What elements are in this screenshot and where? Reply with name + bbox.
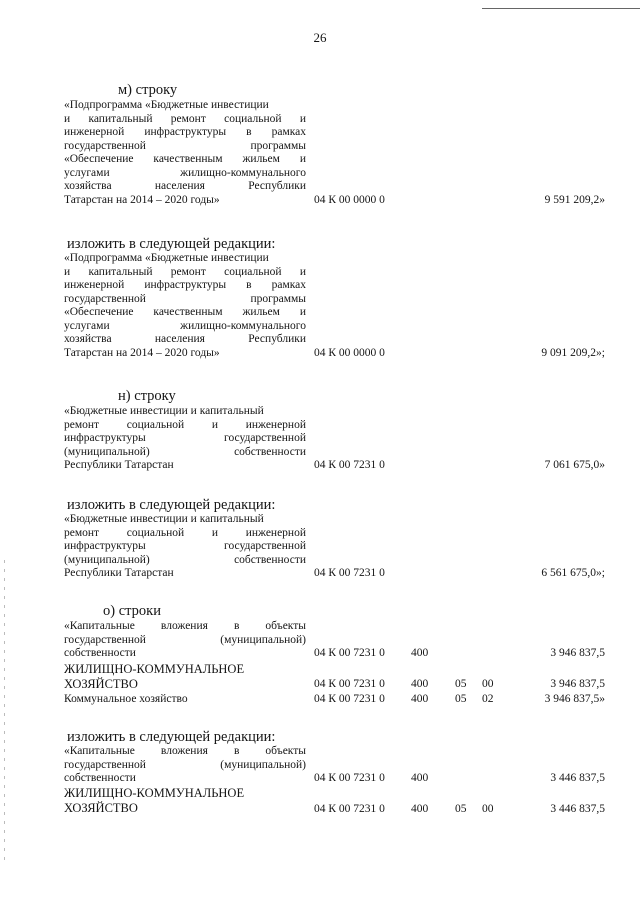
section-code: 05 bbox=[455, 678, 467, 690]
budget-code: 04 К 00 7231 0 bbox=[314, 459, 385, 471]
amount-value: 3 946 837,5» bbox=[544, 693, 605, 705]
text-line: Татарстан на 2014 – 2020 годы» bbox=[64, 193, 220, 206]
text-line: «Капитальные вложения в объекты bbox=[64, 620, 306, 632]
budget-code: 04 К 00 7231 0 bbox=[314, 772, 385, 784]
text-line: государственной (муниципальной) bbox=[64, 633, 306, 646]
expense-type-code: 400 bbox=[411, 693, 429, 705]
text-line: «Бюджетные инвестиции и капитальный bbox=[64, 513, 264, 525]
amount-value: 3 946 837,5 bbox=[550, 678, 605, 690]
text-line: инженерной инфраструктуры в рамках bbox=[64, 126, 306, 138]
subsection-code: 00 bbox=[482, 803, 494, 815]
subsection-code: 00 bbox=[482, 678, 494, 690]
budget-code: 04 К 00 7231 0 bbox=[314, 678, 385, 690]
text-line: «Подпрограмма «Бюджетные инвестиции bbox=[64, 99, 269, 111]
amount-value: 3 446 837,5 bbox=[550, 772, 605, 784]
text-line: инженерной инфраструктуры в рамках bbox=[64, 279, 306, 291]
section-text-replace bbox=[64, 513, 306, 581]
section-text-n bbox=[64, 405, 306, 473]
budget-code: 04 К 00 0000 0 bbox=[314, 346, 385, 359]
text-line: инфраструктуры государственной bbox=[64, 540, 306, 552]
text-line: хозяйства населения Республики bbox=[64, 333, 306, 345]
section-text-replace bbox=[64, 745, 306, 786]
margin-scan-marks bbox=[4, 560, 5, 860]
text-line: «Бюджетные инвестиции и капитальный bbox=[64, 405, 264, 417]
section-text-replace bbox=[64, 252, 306, 360]
text-line: Татарстан на 2014 – 2020 годы» bbox=[64, 346, 220, 359]
text-line: «Обеспечение качественным жильем и bbox=[64, 153, 306, 165]
amount-value: 3 946 837,5 bbox=[550, 647, 605, 659]
expense-type-code: 400 bbox=[411, 772, 429, 784]
section-code: 05 bbox=[455, 803, 467, 815]
text-line: (муниципальной) собственности bbox=[64, 445, 306, 458]
section-heading-m: м) строку bbox=[118, 82, 178, 98]
text-line: «Подпрограмма «Бюджетные инвестиции bbox=[64, 252, 269, 264]
section-text-o bbox=[64, 620, 306, 661]
text-line: и капитальный ремонт социальной и bbox=[64, 265, 306, 278]
budget-code: 04 К 00 7231 0 bbox=[314, 803, 385, 815]
text-line: услугами жилищно-коммунального bbox=[64, 319, 306, 332]
text-line: «Капитальные вложения в объекты bbox=[64, 745, 306, 757]
budget-code: 04 К 00 0000 0 bbox=[314, 193, 385, 206]
section-heading-replace: изложить в следующей редакции: bbox=[67, 497, 276, 513]
text-line: Республики Татарстан bbox=[64, 459, 174, 471]
expense-type-code: 400 bbox=[411, 647, 429, 659]
text-line: ремонт социальной и инженерной bbox=[64, 526, 306, 539]
section-heading-replace: изложить в следующей редакции: bbox=[67, 236, 276, 252]
budget-code: 04 К 00 7231 0 bbox=[314, 567, 385, 579]
text-line: собственности bbox=[64, 772, 136, 784]
amount-value: 6 561 675,0»; bbox=[541, 567, 605, 579]
row-name: ХОЗЯЙСТВО bbox=[64, 677, 138, 691]
text-line: услугами жилищно-коммунального bbox=[64, 166, 306, 179]
section-heading-replace: изложить в следующей редакции: bbox=[67, 729, 276, 745]
text-line: государственной программы bbox=[64, 292, 306, 305]
text-line: ремонт социальной и инженерной bbox=[64, 418, 306, 431]
text-line: государственной (муниципальной) bbox=[64, 758, 306, 771]
text-line: и капитальный ремонт социальной и bbox=[64, 112, 306, 125]
row-name-block bbox=[64, 786, 306, 816]
row-name: Коммунальное хозяйство bbox=[64, 693, 188, 705]
section-code: 05 bbox=[455, 693, 467, 705]
text-line: собственности bbox=[64, 647, 136, 659]
expense-type-code: 400 bbox=[411, 803, 429, 815]
amount-value: 9 091 209,2»; bbox=[541, 346, 605, 359]
text-line: инфраструктуры государственной bbox=[64, 432, 306, 444]
text-line: «Обеспечение качественным жильем и bbox=[64, 306, 306, 318]
amount-value: 9 591 209,2» bbox=[544, 193, 605, 206]
text-line: государственной программы bbox=[64, 139, 306, 152]
budget-code: 04 К 00 7231 0 bbox=[314, 647, 385, 659]
text-line: (муниципальной) собственности bbox=[64, 553, 306, 566]
top-edge-rule bbox=[482, 8, 640, 9]
row-name: ЖИЛИЩНО-КОММУНАЛЬНОЕ bbox=[64, 662, 245, 676]
text-line: Республики Татарстан bbox=[64, 567, 174, 579]
row-name: ХОЗЯЙСТВО bbox=[64, 801, 138, 815]
amount-value: 7 061 675,0» bbox=[544, 459, 605, 471]
section-heading-o: о) строки bbox=[103, 603, 161, 619]
expense-type-code: 400 bbox=[411, 678, 429, 690]
budget-code: 04 К 00 7231 0 bbox=[314, 693, 385, 705]
row-name: ЖИЛИЩНО-КОММУНАЛЬНОЕ bbox=[64, 786, 245, 800]
page-number: 26 bbox=[313, 30, 327, 45]
section-heading-n: н) строку bbox=[118, 388, 176, 404]
row-name-block bbox=[64, 662, 306, 692]
amount-value: 3 446 837,5 bbox=[550, 803, 605, 815]
text-line: хозяйства населения Республики bbox=[64, 180, 306, 192]
subsection-code: 02 bbox=[482, 693, 494, 705]
section-text-m bbox=[64, 99, 306, 207]
